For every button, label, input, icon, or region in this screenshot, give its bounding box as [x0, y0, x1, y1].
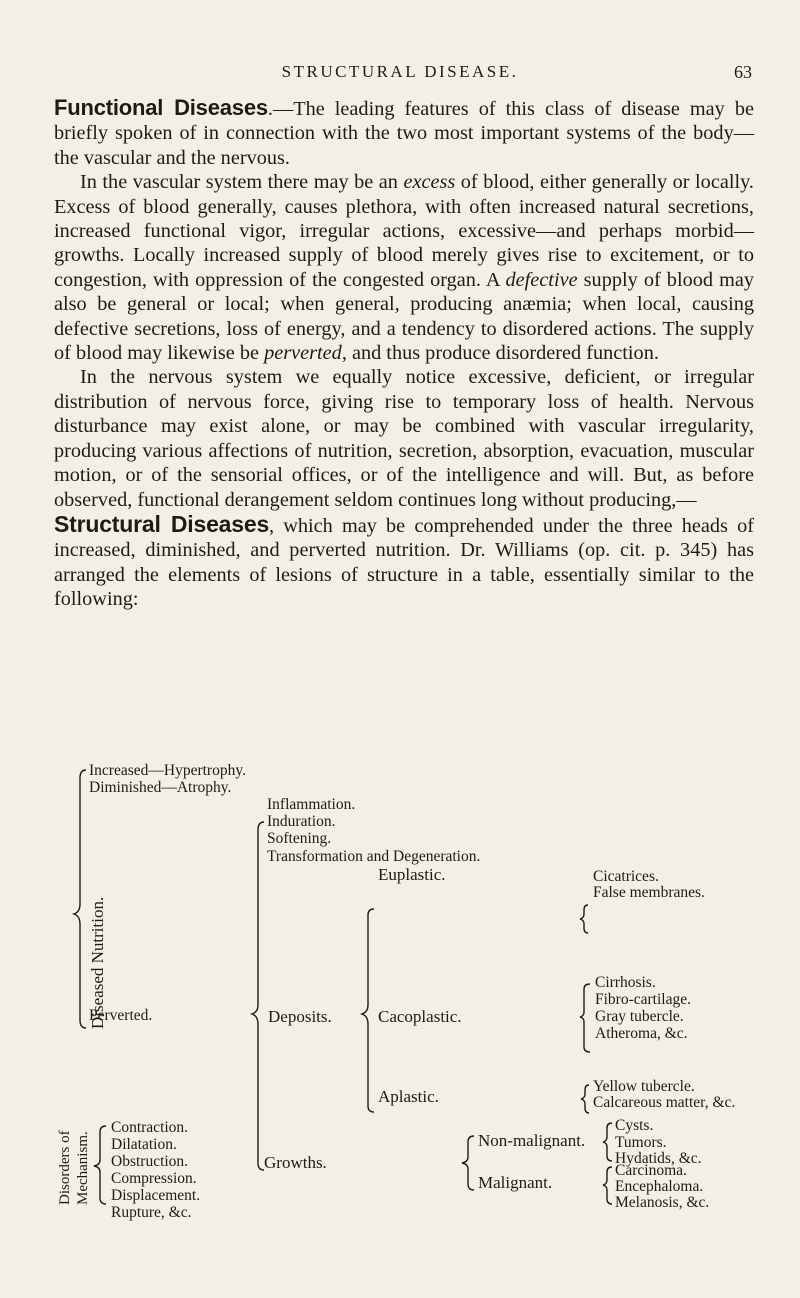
entry-aplastic: Aplastic.	[378, 1087, 439, 1106]
text-run: supply of blood may also be general or local; when general, producing anæmia; when local, causing defective secretions, loss of energy, and a tendency to disordered actions. The supply of blood may likewise be	[54, 268, 754, 365]
running-title: STRUCTURAL DISEASE.	[281, 62, 519, 81]
entry-atheroma: Atheroma, &c.	[595, 1025, 688, 1042]
entry-diminished: Diminished—Atrophy.	[89, 779, 232, 796]
text-run: In the nervous system we equally notice excessive, deficient, or irregular distribution of nervous force, giving rise to temporary loss of health. Nervous disturbance may exist alone, or may be combined with vascular irregularity, producing various affections of nutrition, secretion, absorption, evacuation, muscular motion, or of the sensorial offices, or of the intelligence and will. But, as before observed, functional derangement seldom continues long without producing,—	[54, 366, 754, 511]
label-disorders-of: Disorders of	[57, 1130, 73, 1205]
entry-obstruction: Obstruction.	[111, 1153, 189, 1170]
entry-encephaloma: Encephaloma.	[615, 1178, 704, 1195]
label-mechanism: Mechanism.	[75, 1131, 91, 1205]
entry-contraction: Contraction.	[111, 1119, 189, 1136]
brace-aplastic	[581, 1085, 589, 1113]
entry-deposits: Deposits.	[268, 1007, 332, 1026]
entry-calcareous: Calcareous matter, &c.	[593, 1094, 736, 1111]
entry-hydatids: Hydatids, &c.	[615, 1150, 702, 1167]
entry-cysts: Cysts.	[615, 1117, 654, 1134]
text-run: In the vascular system there may be an	[80, 171, 404, 194]
brace-cacoplastic	[580, 984, 590, 1052]
entry-yellow-tubercle: Yellow tubercle.	[593, 1078, 695, 1095]
emphasis-perverted: perverted	[264, 342, 342, 365]
brace-malignant	[603, 1167, 612, 1204]
text-run: of blood, either generally or locally. Excess of blood generally, causes plethora, with often increased natural secretions, increased functional vigor, irregular actions, excessive—and perhaps morbid—growths. Locally increased supply of blood merely gives rise to excitement, or to congestion, with oppression of the congested organ. A	[54, 171, 754, 291]
text-run: , and thus produce disordered function.	[341, 342, 659, 365]
entry-cirrhosis: Cirrhosis.	[595, 974, 656, 991]
entry-growths: Growths.	[264, 1153, 327, 1172]
page-number: 63	[734, 62, 752, 82]
entry-fibro-cartilage: Fibro-cartilage.	[595, 991, 691, 1008]
entry-euplastic: Euplastic.	[378, 865, 446, 884]
brace-deposits	[362, 909, 374, 1112]
entry-softening: Softening.	[267, 830, 332, 847]
entry-melanosis: Melanosis, &c.	[615, 1194, 710, 1211]
entry-carcinoma: Carcinoma.	[615, 1162, 687, 1179]
emphasis-excess: excess	[403, 171, 456, 194]
entry-cacoplastic: Cacoplastic.	[378, 1007, 462, 1026]
brace-euplastic	[580, 905, 588, 933]
brace-mechanism	[94, 1126, 106, 1204]
emphasis-defective: defective	[505, 268, 578, 291]
entry-perverted: Perverted.	[89, 1007, 153, 1024]
entry-gray-tubercle: Gray tubercle.	[595, 1008, 684, 1025]
brace-nutrition	[74, 770, 86, 1028]
entry-increased: Increased—Hypertrophy.	[89, 762, 246, 779]
entry-non-malignant: Non-malignant.	[478, 1131, 586, 1150]
entry-transformation: Transformation and Degeneration.	[267, 848, 481, 865]
paragraph-text: , which may be comprehended under the three heads of increased, diminished, and perverted nutrition. Dr. Williams (op. cit. p. 345) has arranged the elements of lesions of structure in a table, essentially similar to the following:	[54, 514, 754, 611]
entry-induration: Induration.	[267, 813, 336, 830]
entry-tumors: Tumors.	[615, 1134, 667, 1151]
entry-false-membranes: False membranes.	[593, 884, 705, 901]
paragraph-text: .—The leading features of this class of disease may be briefly spoken of in connection with the two most important systems of the body—the vascular and the nervous.	[54, 98, 754, 169]
entry-compression: Compression.	[111, 1170, 197, 1187]
entry-malignant: Malignant.	[478, 1173, 553, 1192]
section-heading-structural: Structural Diseases	[54, 510, 270, 537]
entry-dilatation: Dilatation.	[111, 1136, 177, 1153]
section-heading-functional: Functional Diseases	[54, 95, 268, 120]
brace-growths	[462, 1136, 474, 1190]
brace-perverted	[252, 822, 264, 1170]
entry-rupture: Rupture, &c.	[111, 1204, 192, 1221]
brace-non-malignant	[603, 1123, 612, 1161]
entry-displacement: Displacement.	[111, 1187, 201, 1204]
entry-cicatrices: Cicatrices.	[593, 868, 659, 885]
label-diseased-nutrition: Diseased Nutrition.	[88, 896, 107, 1029]
entry-inflammation: Inflammation.	[267, 796, 356, 813]
